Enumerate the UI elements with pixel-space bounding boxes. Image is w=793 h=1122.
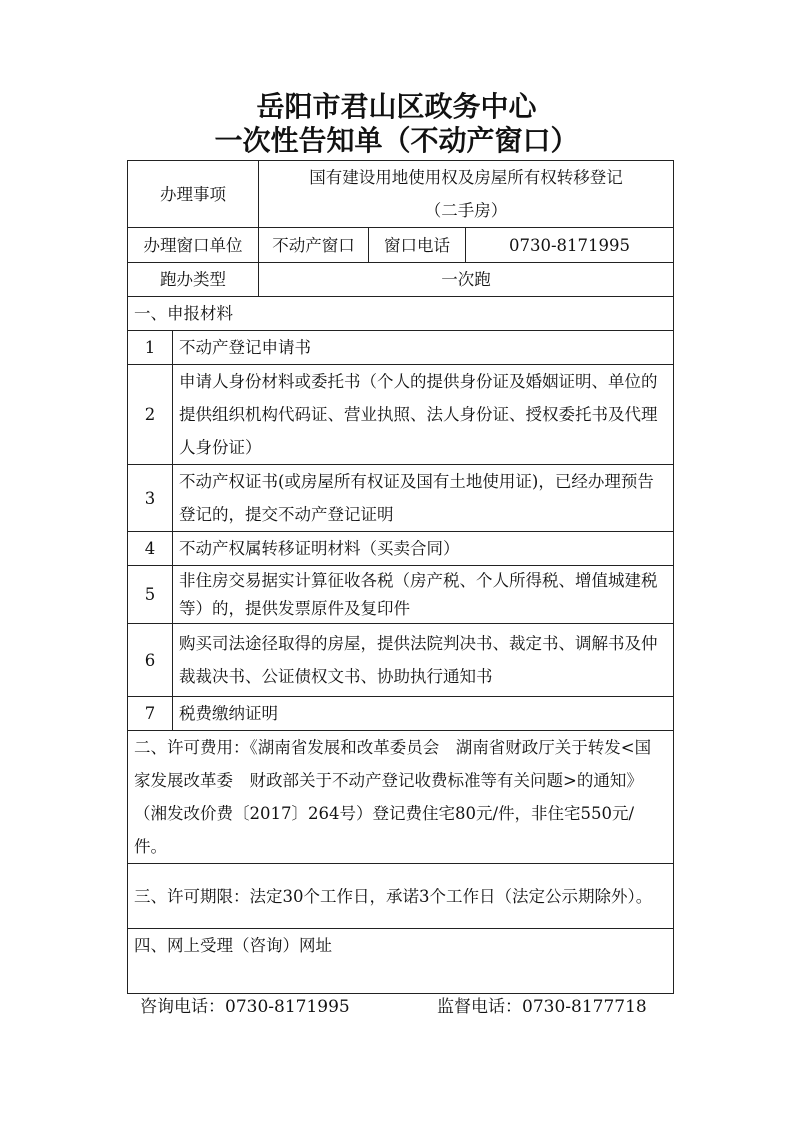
item-value-line1: 国有建设用地使用权及房屋所有权转移登记 [309,168,623,187]
item-value-line2: （二手房） [424,201,508,220]
phone-label: 窗口电话 [369,228,466,263]
period-section: 三、许可期限：法定30个工作日，承诺3个工作日（法定公示期除外）。 [128,864,674,929]
material-text: 不动产登记申请书 [173,331,674,365]
material-row [128,331,674,365]
unit-label: 办理窗口单位 [128,228,259,263]
material-no: 5 [128,566,173,624]
material-text: 申请人身份材料或委托书（个人的提供身份证及婚姻证明、单位的提供组织机构代码证、营业执照、法人身份证、授权委托书及代理人身份证） [173,365,674,465]
material-row [128,365,674,465]
material-text: 税费缴纳证明 [173,697,674,731]
title-line2: 一次性告知单（不动产窗口） [214,124,579,157]
fee-section: 二、许可费用：《湖南省发展和改革委员会 湖南省财政厅关于转发<国家发展改革委 财政部关于不动产登记收费标准等有关问题>的通知》（湘发改价费〔2017〕264号）登记费住宅80元/件，非住宅550元/件。 [128,731,674,864]
type-label: 跑办类型 [128,263,259,297]
item-value [259,161,674,228]
material-no: 1 [128,331,173,365]
materials-heading: 一、申报材料 [128,297,674,331]
title-line1: 岳阳市君山区政务中心 [256,90,537,123]
notice-table [127,160,674,994]
material-no: 7 [128,697,173,731]
material-no: 2 [128,365,173,465]
material-no: 6 [128,624,173,697]
phone-value: 0730-8171995 [466,228,674,263]
material-text: 购买司法途径取得的房屋，提供法院判决书、裁定书、调解书及仲裁裁决书、公证债权文书、协助执行通知书 [173,624,674,697]
material-row [128,532,674,566]
type-value: 一次跑 [259,263,674,297]
item-label: 办理事项 [128,161,259,228]
material-no: 3 [128,465,173,532]
consult-phone: 咨询电话：0730-8171995 [140,997,350,1017]
material-text: 不动产权证书(或房屋所有权证及国有土地使用证)，已经办理预告登记的，提交不动产登记证明 [173,465,674,532]
material-no: 4 [128,532,173,566]
material-row [128,624,674,697]
material-row [128,697,674,731]
material-row [128,566,674,624]
unit-value: 不动产窗口 [259,228,369,263]
material-text: 不动产权属转移证明材料（买卖合同） [173,532,674,566]
material-row [128,465,674,532]
supervise-phone: 监督电话：0730-8177718 [437,997,647,1017]
website-section: 四、网上受理（咨询）网址 [128,929,674,994]
material-text: 非住房交易据实计算征收各税（房产税、个人所得税、增值城建税等）的，提供发票原件及复印件 [173,566,674,624]
